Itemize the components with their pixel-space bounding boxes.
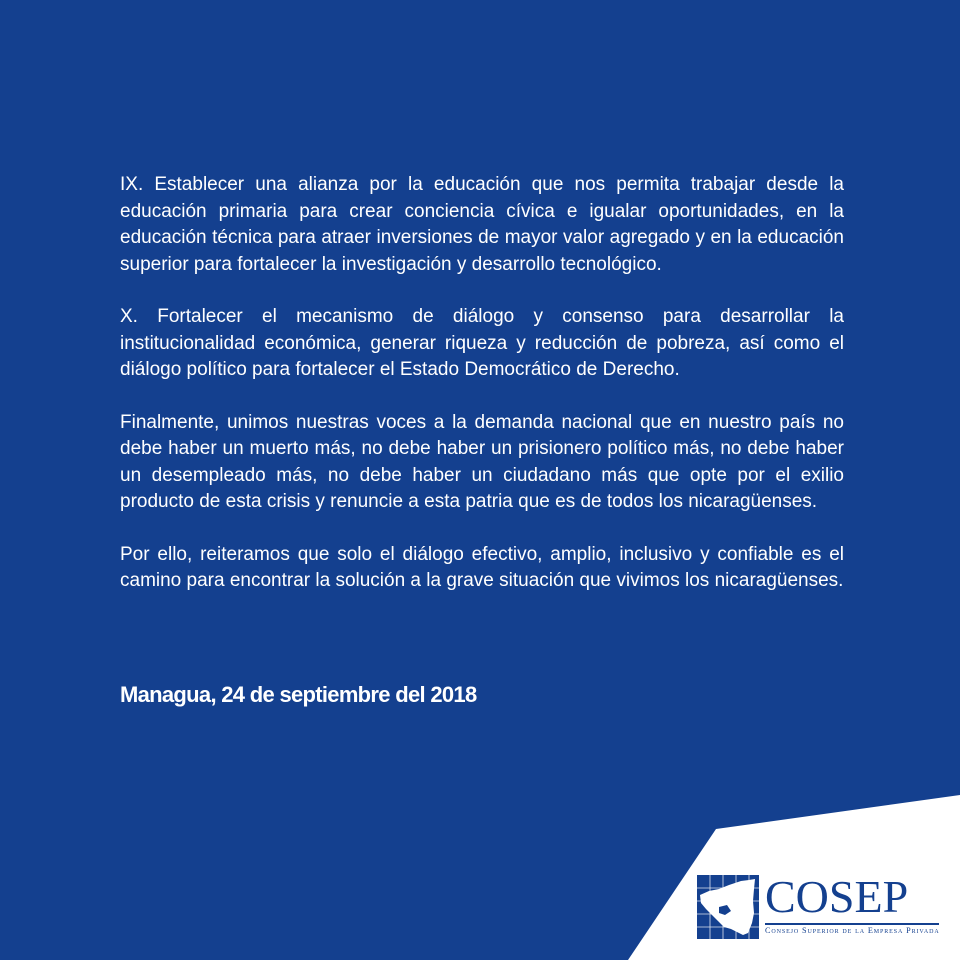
paragraph-por-ello: Por ello, reiteramos que solo el diálogo efectivo, amplio, inclusivo y confiable es el camino para encontrar la solución a la grave situación que vivimos los nicaragüenses.	[120, 543, 844, 591]
paragraph-ix: IX. Establecer una alianza por la educación que nos permita trabajar desde la educación primaria para crear conciencia cívica e igualar oportunidades, en la educación técnica para atraer inversiones de mayor valor agregado y en la educación superior para fortalecer la investigación y desarrollo tecnológico.	[120, 174, 844, 275]
nicaragua-map-icon	[697, 875, 759, 939]
cosep-logo	[697, 871, 941, 941]
logo-name: COSEP	[765, 871, 909, 922]
logo-divider	[765, 923, 939, 925]
logo-tagline: Consejo Superior de la Empresa Privada	[765, 926, 940, 935]
paragraph-finalmente: Finalmente, unimos nuestras voces a la demanda nacional que en nuestro país no debe haber un muerto más, no debe haber un prisionero político más, no debe haber un desempleado más, no debe haber un ciudadano más que opte por el exilio producto de esta crisis y renuncie a esta patria que es de todos los nicaragüenses.	[120, 411, 844, 512]
dateline: Managua, 24 de septiembre del 2018	[120, 682, 477, 707]
paragraph-x: X. Fortalecer el mecanismo de diálogo y consenso para desarrollar la institucionalidad económica, generar riqueza y reducción de pobreza, así como el diálogo político para fortalecer el Estado Democrático de Derecho.	[120, 306, 844, 380]
